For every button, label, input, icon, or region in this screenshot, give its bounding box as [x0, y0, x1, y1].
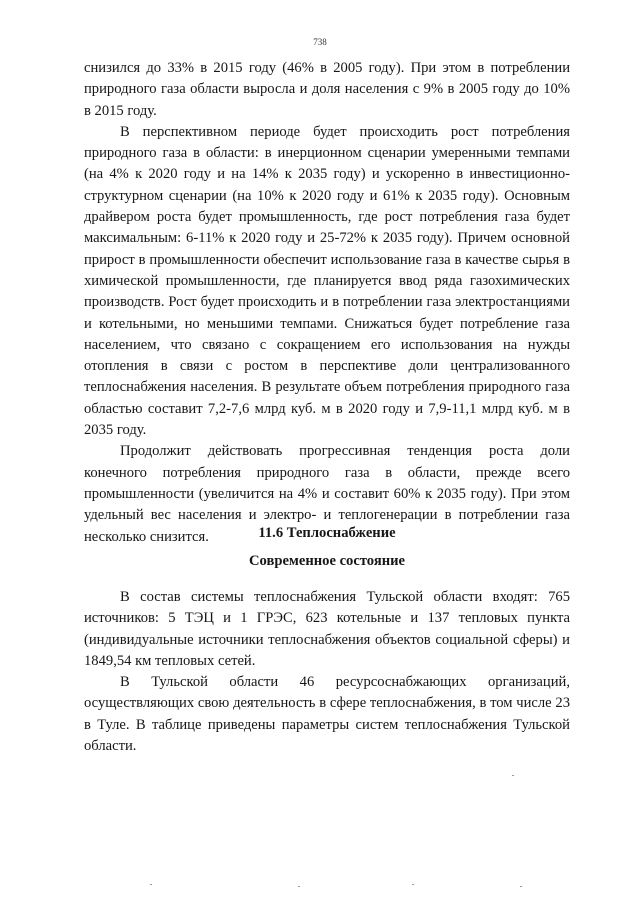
scan-speck [520, 886, 522, 887]
scan-speck [412, 884, 414, 885]
scan-speck [150, 884, 152, 885]
subsection-heading: Современное состояние [248, 553, 406, 569]
section-heading: 11.6 Теплоснабжение [258, 525, 396, 541]
paragraph-heat-system: В состав системы теплоснабжения Тульской области входят: 765 источников: 5 ТЭЦ и 1 ГРЭС, 623 котельные и 137 тепловых пункта (индивидуальные источники теплоснабжения объектов социальной сферы) и 1849,54 км тепловых сетей. [84, 589, 570, 669]
body-text-block-1 [84, 58, 570, 548]
scan-speck [298, 886, 300, 887]
paragraph-forecast: В перспективном периоде будет происходить рост потребления природного газа в области: в инерционном сценарии умеренными темпами (на 4% к 2020 году и на 14% к 2035 году) и ускоренно в инвестиционно-структурном сценарии (на 10% к 2020 году и 61% к 2035 году). Основным драйвером роста будет промышленность, где рост потребления газа будет максимальным: 6-11% к 2020 году и 25-72% к 2035 году). Причем основной прирост в промышленности обеспечит использование газа в качестве сырья в химической промышленности, где планируется ввод ряда газохимических производств. Рост будет происходить и в потреблении газа электростанциями и котельными, но меньшими темпами. Снижаться будет потребление газа населением, что связано с сокращением его использования на нужды отопления в связи с ростом в перспективе доли централизованного теплоснабжения населения. В результате объем потребления природного газа областью составит 7,2-7,6 млрд куб. м в 2020 году и 7,9-11,1 млрд куб. м в 2035 году. [84, 123, 570, 439]
page-number: 738 [313, 37, 327, 47]
paragraph-organizations: В Тульской области 46 ресурсоснабжающих организаций, осуществляющих свою деятельность в сфере теплоснабжения, в том числе 23 в Туле. В таблице приведены параметры систем теплоснабжения Тульской области. [84, 674, 570, 755]
scan-speck [512, 775, 514, 776]
paragraph-trend: Продолжит действовать прогрессивная тенденция роста доли конечного потребления природного газа в области, прежде всего промышленности (увеличится на 4% и составит 60% к 2035 году). При этом удельный вес населения и электро- и теплогенерации в потреблении газа несколько снизится. [84, 443, 570, 545]
body-text-block-2 [84, 587, 570, 757]
paragraph-continuation: снизился до 33% в 2015 году (46% в 2005 году). При этом в потреблении природного газа области выросла и доля населения с 9% в 2005 году до 10% в 2015 году. [84, 60, 570, 119]
